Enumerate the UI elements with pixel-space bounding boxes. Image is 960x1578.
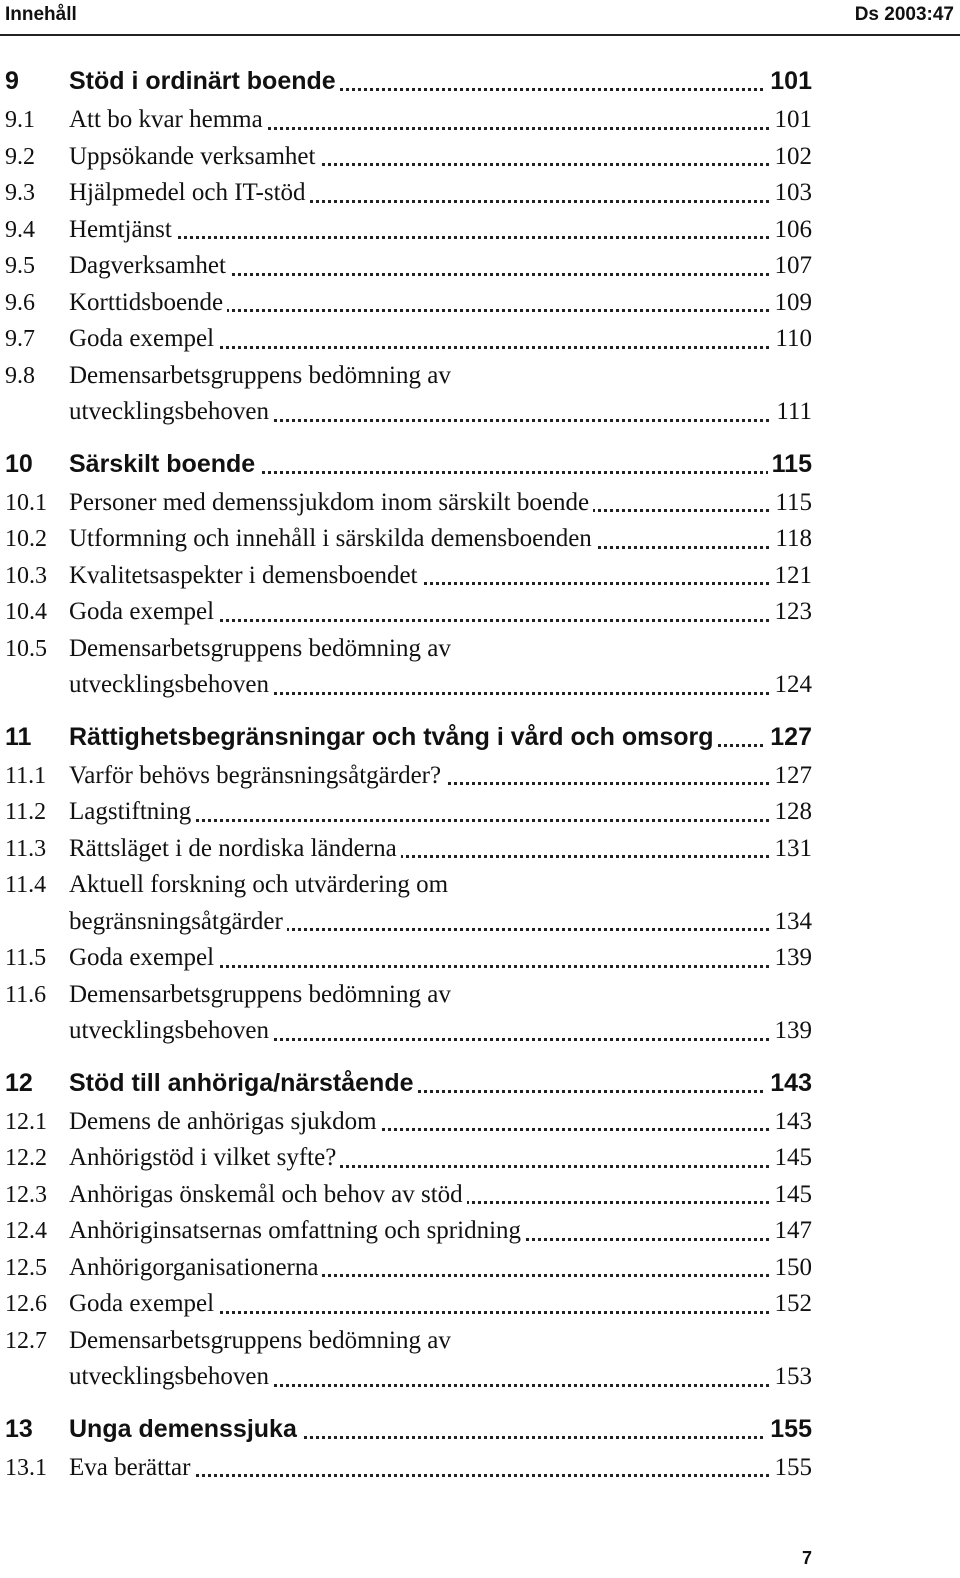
toc-entry-number: 10.5 [5,635,47,662]
toc-entry-page: 101 [771,102,813,139]
header-document-id: Ds 2003:47 [854,4,954,25]
toc-entry-number: 11.4 [5,872,47,898]
toc-entry-text: Kvalitetsaspekter i demensboendet [69,562,422,589]
toc-entry-line [69,1323,812,1360]
toc-entry-text: Uppsökande verksamhet [69,143,319,170]
toc-entry-page: 128 [771,794,813,831]
toc-entry-page: 115 [768,445,812,483]
toc-entry-text: Goda exempel [69,1290,218,1317]
toc-entry-line [69,212,812,249]
toc-entry-page: 143 [766,1064,812,1102]
toc-entry-page: 110 [771,321,812,358]
toc-entry-text: Eva berättar [69,1454,194,1481]
toc-entry-page: 102 [771,139,813,176]
toc-entry-line [69,1250,812,1287]
toc-entry-line [69,1104,812,1141]
toc-entry-page: 127 [771,758,813,795]
toc-entry-text: utvecklingsbehoven [69,671,273,698]
dot-leader [69,236,812,239]
toc-entry-line [69,667,812,704]
toc-entry-text: Aktuell forskning och utvärdering om [69,871,452,898]
toc-entry-text: Personer med demenssjukdom inom särskilt boende [69,489,593,516]
toc-entry-number: 9.3 [5,180,35,206]
toc-entry-text: begränsningsåtgärder [69,908,287,935]
toc-entry-number: 12.1 [5,1108,47,1135]
toc-entry-number: 9.8 [5,362,35,389]
toc-entry-title [69,1104,812,1141]
toc-entry-title [69,718,812,756]
toc-entry-title [69,485,812,522]
toc-entry-number: 9.1 [5,107,35,133]
toc-entry-title [69,1177,812,1214]
toc-entry-number: 12.3 [5,1181,47,1208]
toc-entry-text: utvecklingsbehoven [69,1363,273,1390]
toc-entry-line [69,904,812,941]
toc-entry-title [69,867,812,940]
toc-entry-line [69,594,812,631]
toc-entry-title [69,175,812,212]
toc-entry-line [69,102,812,139]
toc-entry-title [69,248,812,285]
toc-entry-number: 10 [5,449,33,478]
toc-entry-line [69,62,812,100]
toc-entry-page: 147 [771,1213,813,1250]
toc-entry-number: 9.5 [5,253,35,279]
toc-entry-page: 111 [772,394,812,431]
toc-entry-page: 143 [771,1104,813,1141]
toc-entry-title [69,1286,812,1323]
toc-entry-text: Varför behövs begränsningsåtgärder? [69,762,445,789]
toc-entry-number: 13 [5,1414,33,1443]
toc-entry-number: 11.5 [5,945,47,971]
toc-entry-line [69,631,812,668]
toc-entry-title [69,321,812,358]
toc-entry-number: 10.3 [5,562,47,589]
toc-entry-text: utvecklingsbehoven [69,1017,273,1044]
toc-entry-line [69,321,812,358]
toc-entry-number: 10.1 [5,489,47,516]
toc-entry-number: 11.6 [5,981,47,1008]
toc-entry-text: Demensarbetsgruppens bedömning av [69,635,455,662]
toc-entry-line [69,1410,812,1448]
toc-entry-number: 12.2 [5,1145,47,1171]
toc-entry-title [69,794,812,831]
header-section-title: Innehåll [5,4,77,25]
toc-entry-line [69,867,812,904]
toc-entry-page: 145 [771,1140,813,1177]
toc-entry-number: 13.1 [5,1454,47,1481]
toc-entry-line [69,831,812,868]
toc-entry-number: 9.4 [5,216,35,243]
toc-entry-text: Utformning och innehåll i särskilda demensboenden [69,525,596,552]
toc-entry-number: 10.4 [5,599,47,625]
toc-entry-page: 115 [771,485,812,522]
toc-entry-line [69,977,812,1014]
toc-entry-text: Anhörigas önskemål och behov av stöd [69,1181,467,1208]
toc-entry-title [69,62,812,100]
toc-entry-page: 127 [766,718,812,756]
toc-entry-line [69,1013,812,1050]
toc-entry-text: Unga demenssjuka [69,1415,301,1443]
toc-entry-line [69,1213,812,1250]
toc-entry-line [69,248,812,285]
toc-entry-title [69,521,812,558]
toc-entry-text: utvecklingsbehoven [69,398,273,425]
toc-entry-title [69,445,812,483]
toc-entry-page: 101 [766,62,812,100]
toc-entry-text: Demensarbetsgruppens bedömning av [69,1327,455,1354]
toc-entry-page: 145 [771,1177,813,1214]
toc-entry-line [69,285,812,322]
toc-entry-number: 11 [5,722,32,751]
toc-entry-page: 118 [771,521,812,558]
toc-entry-line [69,1286,812,1323]
toc-entry-text: Goda exempel [69,325,218,352]
toc-entry-page: 131 [771,831,813,868]
toc-entry-text: Anhöriginsatsernas omfattning och spridning [69,1217,525,1244]
toc-entry-page: 155 [766,1410,812,1448]
toc-entry-line [69,558,812,595]
toc-entry-title [69,1410,812,1448]
toc-entry-page: 139 [771,1013,813,1050]
toc-entry-title [69,1140,812,1177]
toc-entry-number: 9.2 [5,143,35,170]
toc-entry-line [69,1450,812,1487]
toc-entry-text: Rättsläget i de nordiska länderna [69,835,401,862]
toc-entry-line [69,718,812,756]
toc-entry-line [69,485,812,522]
toc-entry-number: 9.7 [5,326,35,352]
toc-entry-text: Stöd i ordinärt boende [69,67,340,95]
toc-entry-text: Särskilt boende [69,450,259,478]
running-header [0,0,960,36]
toc-entry-line [69,445,812,483]
toc-entry-number: 12.4 [5,1218,47,1244]
toc-entry-line [69,521,812,558]
toc-entry-page: 106 [771,212,813,249]
toc-entry-line [69,175,812,212]
toc-entry-page: 107 [771,248,813,285]
toc-entry-text: Rättighetsbegränsningar och tvång i vård och omsorg [69,723,718,751]
toc-entry-text: Anhörigorganisationerna [69,1254,322,1281]
toc-entry-page: 150 [771,1250,813,1287]
toc-entry-title [69,285,812,322]
toc-entry-number: 9.6 [5,289,35,316]
toc-entry-number: 11.3 [5,835,47,862]
toc-entry-page: 134 [771,904,813,941]
toc-entry-text: Korttidsboende [69,289,227,316]
toc-entry-number: 10.2 [5,526,47,552]
toc-entry-page: 124 [771,667,813,704]
toc-entry-page: 152 [771,1286,813,1323]
toc-entry-title [69,1323,812,1396]
toc-entry-line [69,1177,812,1214]
toc-entry-title [69,212,812,249]
toc-entry-title [69,594,812,631]
toc-entry-page: 121 [771,558,813,595]
toc-entry-number: 11.2 [5,799,47,825]
toc-entry-text: Demensarbetsgruppens bedömning av [69,981,455,1008]
toc-entry-title [69,1250,812,1287]
toc-entry-title [69,977,812,1050]
toc-entry-title [69,940,812,977]
toc-entry-line [69,139,812,176]
toc-entry-text: Demens de anhörigas sjukdom [69,1108,381,1135]
toc-entry-title [69,1213,812,1250]
toc-entry-number: 12.5 [5,1254,47,1281]
toc-entry-number: 11.1 [5,762,47,789]
toc-entry-line [69,358,812,395]
toc-entry-line [69,394,812,431]
toc-entry-number: 12.7 [5,1327,47,1354]
toc-entry-line [69,1140,812,1177]
toc-entry-page: 139 [771,940,813,977]
toc-entry-text: Anhörigstöd i vilket syfte? [69,1144,340,1171]
toc-entry-page: 109 [771,285,813,322]
toc-entry-text: Goda exempel [69,944,218,971]
toc-entry-number: 9 [5,67,19,95]
toc-entry-text: Att bo kvar hemma [69,106,267,133]
toc-entry-number: 12 [5,1068,33,1097]
toc-entry-line [69,794,812,831]
toc-entry-text: Stöd till anhöriga/närstående [69,1069,418,1097]
toc-entry-line [69,758,812,795]
toc-entry-page: 123 [771,594,813,631]
toc-entry-page: 155 [771,1450,813,1487]
toc-entry-page: 103 [771,175,813,212]
toc-entry-line [69,1359,812,1396]
toc-entry-number: 12.6 [5,1291,47,1317]
toc-entry-title [69,139,812,176]
toc-entry-title [69,831,812,868]
toc-entry-title [69,1450,812,1487]
toc-entry-title [69,1064,812,1102]
toc-entry-text: Lagstiftning [69,798,195,825]
toc-entry-title [69,631,812,704]
toc-entry-text: Demensarbetsgruppens bedömning av [69,362,455,389]
toc-entry-text: Dagverksamhet [69,252,230,279]
toc-entry-text: Goda exempel [69,598,218,625]
toc-entry-title [69,102,812,139]
page-number: 7 [801,1548,812,1568]
toc-entry-line [69,940,812,977]
toc-entry-text: Hjälpmedel och IT-stöd [69,179,310,206]
toc-entry-text: Hemtjänst [69,216,176,243]
toc-entry-line [69,1064,812,1102]
toc-entry-title [69,558,812,595]
toc-entry-title [69,758,812,795]
toc-entry-title [69,358,812,431]
toc-entry-page: 153 [771,1359,813,1396]
